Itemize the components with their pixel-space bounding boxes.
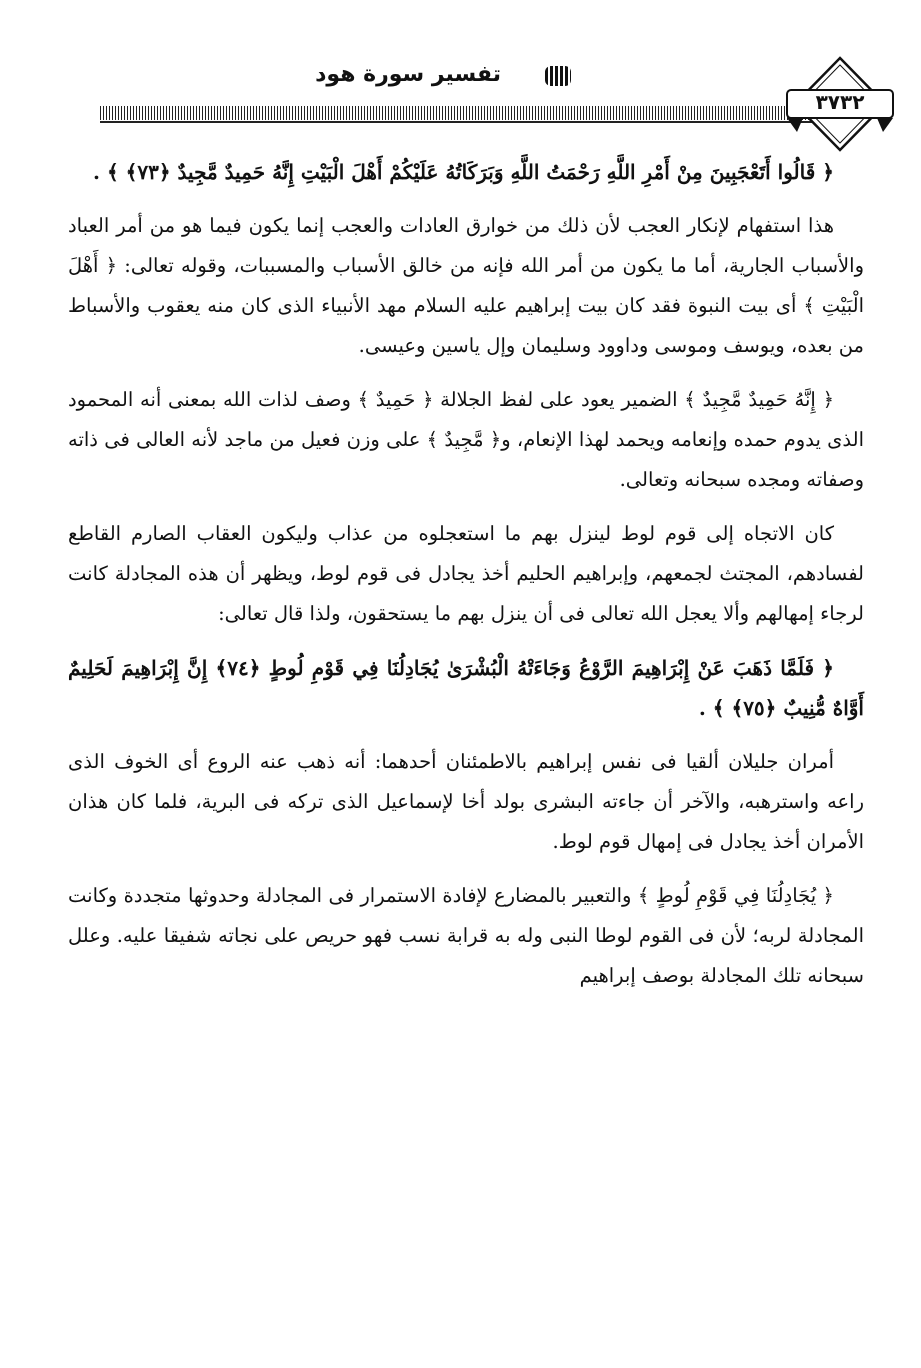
page-content [68, 152, 864, 1010]
quran-verse: ﴿ فَلَمَّا ذَهَبَ عَنْ إِبْرَاهِيمَ الرَّوْعُ وَجَاءَتْهُ الْبُشْرَىٰ يُجَادِلُنَا فِي قَوْمِ لُوطٍ ﴿٧٤﴾ إِنَّ إِبْرَاهِيمَ لَحَلِيمٌ أَوَّاهٌ مُّنِيبٌ ﴿٧٥﴾ ﴾ . [68, 656, 864, 720]
commentary-paragraph: هذا استفهام لإنكار العجب لأن ذلك من خوارق العادات والعجب إنما يكون فيما هو من أمر العباد والأسباب الجارية، أما ما يكون من أمر الله فإنه من خالق الأسباب والمسببات، وقوله تعالى: ﴿ أَهْلَ الْبَيْتِ ﴾ أى بيت النبوة فقد كان بيت إبراهيم عليه السلام مهد الأنبياء الذى كان منه يعقوب والأسباط من بعده، ويوسف وموسى وداوود وسليمان وإل ياسين وعيسى. [68, 214, 864, 357]
quran-verse: ﴿ قَالُوا أَتَعْجَبِينَ مِنْ أَمْرِ اللَّهِ رَحْمَتُ اللَّهِ وَبَرَكَاتُهُ عَلَيْكُمْ أَهْلَ الْبَيْتِ إِنَّهُ حَمِيدٌ مَّجِيدٌ ﴿٧٣﴾ ﴾ . [93, 160, 834, 184]
page-number-badge [785, 56, 895, 152]
commentary-paragraph: كان الاتجاه إلى قوم لوط لينزل بهم ما استعجلوه من عذاب وليكون العقاب الصارم القاطع لفسادهم، المجتث لجمعهم، وإبراهيم الحليم أخذ يجادل فى قوم لوط، ويظهر أن هذه المجادلة كانت لرجاء إمهالهم وألا يعجل الله تعالى فى أن ينزل بهم ما يستحقون، ولذا قال تعالى: [68, 522, 864, 625]
header-rule-line [100, 121, 812, 123]
running-title: تفسير سورة هود [315, 62, 501, 87]
commentary-paragraph: ﴿ إِنَّهُ حَمِيدٌ مَّجِيدٌ ﴾ الضمير يعود على لفظ الجلالة ﴿ حَمِيدٌ ﴾ وصف لذات الله بمعنى أنه المحمود الذى يدوم حمده وإنعامه ويحمد لهذا الإنعام، و﴿ مَّجِيدٌ ﴾ على وزن فعيل من ماجد لأنه العالى فى ذاته وصفاته ومجده سبحانه وتعالى. [68, 388, 864, 491]
ornament-icon [545, 66, 571, 86]
page-number: ٣٧٣٢ [815, 90, 865, 114]
header-rule [100, 106, 812, 120]
commentary-paragraph: ﴿ يُجَادِلُنَا فِي قَوْمِ لُوطٍ ﴾ والتعبير بالمضارع لإفادة الاستمرار فى المجادلة وحدوثها متجددة وكانت المجادلة لربه؛ لأن فى القوم لوطا النبى وله به قرابة نسب فهو حريص على نجاته شفيقا عليه. وعلل سبحانه تلك المجادلة بوصف إبراهيم [68, 884, 864, 987]
commentary-paragraph: أمران جليلان ألقيا فى نفس إبراهيم بالاطمئنان أحدهما: أنه ذهب عنه الروع أى الخوف الذى راعه واسترهبه، والآخر أن جاءته البشرى بولد أخا لإسماعيل الذى تركه فى البرية، فلما كان هذان الأمران أخذ يجادل فى إمهال قوم لوط. [68, 750, 864, 853]
page-header [0, 0, 921, 150]
